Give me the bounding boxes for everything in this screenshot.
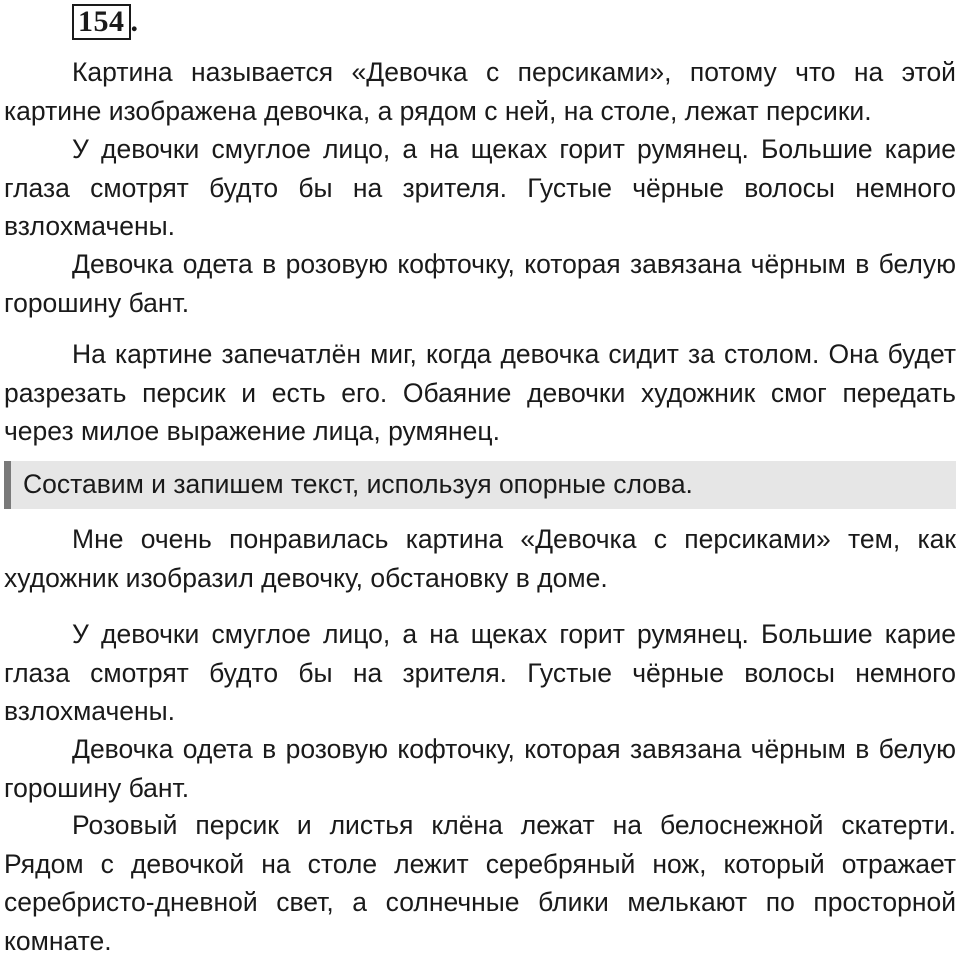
task-number-suffix: . [130, 5, 139, 38]
instruction-text: Составим и запишем текст, используя опорные слова. [23, 469, 693, 499]
paragraph-8: Розовый персик и листья клёна лежат на белоснежной скатерти. Рядом с девочкой на столе лежит серебряный нож, который отражает серебристо-дневной свет, а солнечные блики мелькают по просторной комнате. [4, 810, 956, 956]
paragraph-7: Девочка одета в розовую кофточку, которая завязана чёрным в белую горошину бант. [4, 734, 956, 803]
paragraph-2: У девочки смуглое лицо, а на щеках горит румянец. Большие карие глаза смотрят будто бы на зрителя. Густые чёрные волосы немного взлохмачены. [4, 134, 956, 241]
paragraph-3: Девочка одета в розовую кофточку, которая завязана чёрным в белую горошину бант. [4, 249, 956, 318]
task-number [72, 4, 139, 40]
paragraph-4: На картине запечатлён миг, когда девочка сидит за столом. Она будет разрезать персик и есть его. Обаяние девочки художник смог передать через милое выражение лица, румянец. [4, 339, 956, 446]
instruction-banner [4, 461, 956, 509]
paragraph-1: Картина называется «Девочка с персиками», потому что на этой картине изображена девочка, а рядом с ней, на столе, лежат персики. [4, 57, 956, 126]
paragraph-5: Мне очень понравилась картина «Девочка с персиками» тем, как художник изобразил девочку, обстановку в доме. [4, 524, 956, 593]
paragraph-6: У девочки смуглое лицо, а на щеках горит румянец. Большие карие глаза смотрят будто бы на зрителя. Густые чёрные волосы немного взлохмачены. [4, 619, 956, 726]
task-number-box: 154 [72, 4, 131, 40]
